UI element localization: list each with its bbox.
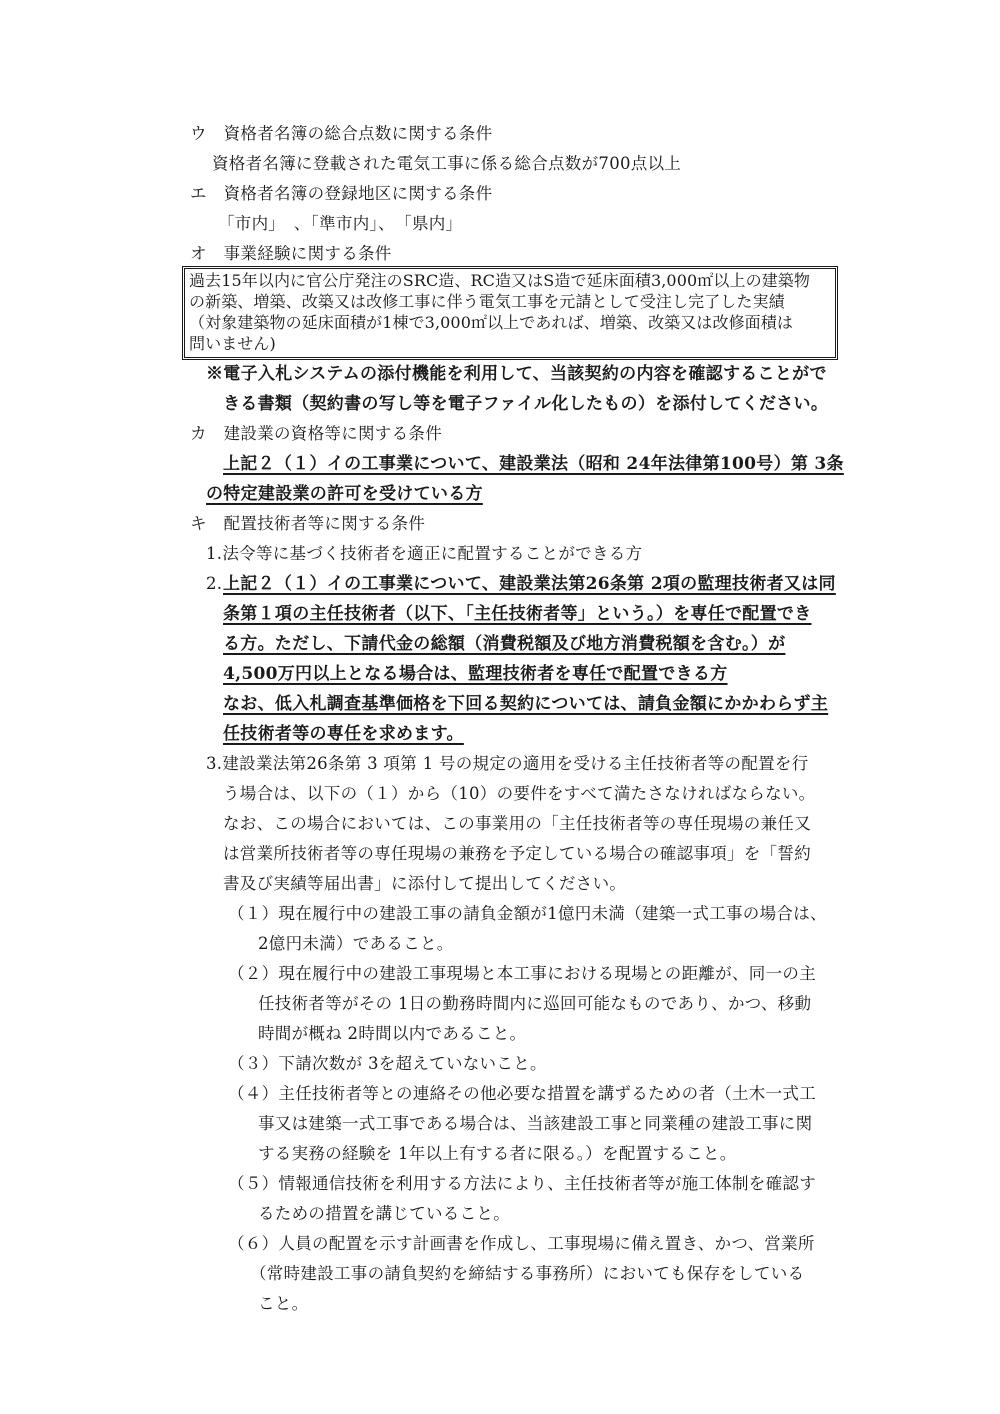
ka-line: 上記２（１）イの工事業について、建設業法（昭和 24年法律第100号）第 3条 bbox=[223, 454, 844, 474]
ki-item-1: 1.法令等に基づく技術者を適正に配置することができる方 bbox=[206, 544, 643, 563]
requirement-line: （２）現在履行中の建設工事現場と本工事における現場との距離が、同一の主 bbox=[228, 964, 816, 983]
requirement-line: るための措置を講じていること。 bbox=[258, 1204, 510, 1223]
ki-item-3-line: は営業所技術者等の専任現場の兼務を予定している場合の確認事項」を「誓約 bbox=[223, 844, 811, 863]
heading-u: ウ 資格者名簿の総合点数に関する条件 bbox=[190, 124, 493, 143]
requirement-line: こと。 bbox=[258, 1294, 309, 1313]
ki-item-2-number: 2. bbox=[206, 574, 223, 593]
ki-item-3-line: 書及び実績等届出書」に添付して提出してください。 bbox=[223, 874, 627, 893]
box-line: 過去15年以内に官公庁発注のSRC造、RC造又はS造で延床面積3,000㎡以上の建築物 bbox=[189, 271, 810, 290]
ki-item-2-line: 任技術者等の専任を求めます。 bbox=[223, 724, 464, 744]
ki-item-2-line: なお、低入札調査基準価格を下回る契約については、請負金額にかかわらず主 bbox=[223, 694, 829, 714]
ki-item-3-line: なお、この場合においては、この事業用の「主任技術者等の専任現場の兼任又 bbox=[223, 814, 811, 833]
requirement-line: （１）現在履行中の建設工事の請負金額が1億円未満（建築一式工事の場合は、 bbox=[228, 904, 827, 923]
requirement-line: 時間が概ね 2時間以内であること。 bbox=[258, 1024, 527, 1043]
note-line: きる書類（契約書の写し等を電子ファイル化したもの）を添付してください。 bbox=[223, 394, 829, 414]
requirement-line: する実務の経験を 1年以上有する者に限る。）を配置すること。 bbox=[258, 1144, 737, 1163]
heading-e: エ 資格者名簿の登録地区に関する条件 bbox=[190, 184, 493, 203]
experience-requirement-box bbox=[182, 266, 838, 360]
ki-item-2-line: 上記２（１）イの工事業について、建設業法第26条第 2項の監理技術者又は同 bbox=[223, 574, 836, 594]
heading-ki: キ 配置技術者等に関する条件 bbox=[190, 514, 426, 533]
ka-line: の特定建設業の許可を受けている方 bbox=[206, 484, 483, 504]
requirement-line: （５）情報通信技術を利用する方法により、主任技術者等が施工体制を確認す bbox=[228, 1174, 816, 1193]
requirement-line: 事又は建築一式工事である場合は、当該建設工事と同業種の建設工事に関 bbox=[258, 1114, 813, 1133]
requirement-line: （３）下請次数が 3を超えていないこと。 bbox=[228, 1054, 547, 1073]
text-e: 「市内」 、「準市内」、 「県内」 bbox=[218, 214, 463, 233]
heading-o: オ 事業経験に関する条件 bbox=[190, 244, 392, 263]
note-line: ※電子入札システムの添付機能を利用して、当該契約の内容を確認することがで bbox=[206, 364, 827, 384]
text-u: 資格者名簿に登載された電気工事に係る総合点数が700点以上 bbox=[212, 154, 682, 173]
ki-item-2-line: 条第１項の主任技術者（以下、「主任技術者等」という。）を専任で配置でき bbox=[223, 604, 812, 624]
requirement-line: 任技術者等がその 1日の勤務時間内に巡回可能なものであり、かつ、移動 bbox=[258, 994, 812, 1013]
requirement-line: （常時建設工事の請負契約を締結する事務所）においても保存をしている bbox=[250, 1264, 805, 1283]
ki-item-2-line: る方。ただし、下請代金の総額（消費税額及び地方消費税額を含む。）が bbox=[223, 634, 786, 654]
requirement-line: （４）主任技術者等との連絡その他必要な措置を講ずるための者（土木一式工 bbox=[228, 1084, 816, 1103]
box-line: （対象建築物の延床面積が1棟で3,000㎡以上であれば、増築、改築又は改修面積は bbox=[189, 313, 793, 332]
requirement-line: （６）人員の配置を示す計画書を作成し、工事現場に備え置き、かつ、営業所 bbox=[228, 1234, 815, 1253]
heading-ka: カ 建設業の資格等に関する条件 bbox=[190, 424, 442, 443]
box-line: の新築、増築、改築又は改修工事に伴う電気工事を元請として受注し完了した実績 bbox=[189, 292, 785, 311]
box-line: 問いません) bbox=[189, 334, 276, 353]
ki-item-3-line: う場合は、以下の（１）から（10）の要件をすべて満たさなければならない。 bbox=[223, 784, 816, 803]
ki-item-3-line: 3.建設業法第26条第 3 項第 1 号の規定の適用を受ける主任技術者等の配置を行 bbox=[206, 754, 809, 773]
ki-item-2-line: 4,500万円以上となる場合は、監理技術者を専任で配置できる方 bbox=[223, 664, 728, 684]
requirement-line: 2億円未満）であること。 bbox=[258, 934, 454, 953]
